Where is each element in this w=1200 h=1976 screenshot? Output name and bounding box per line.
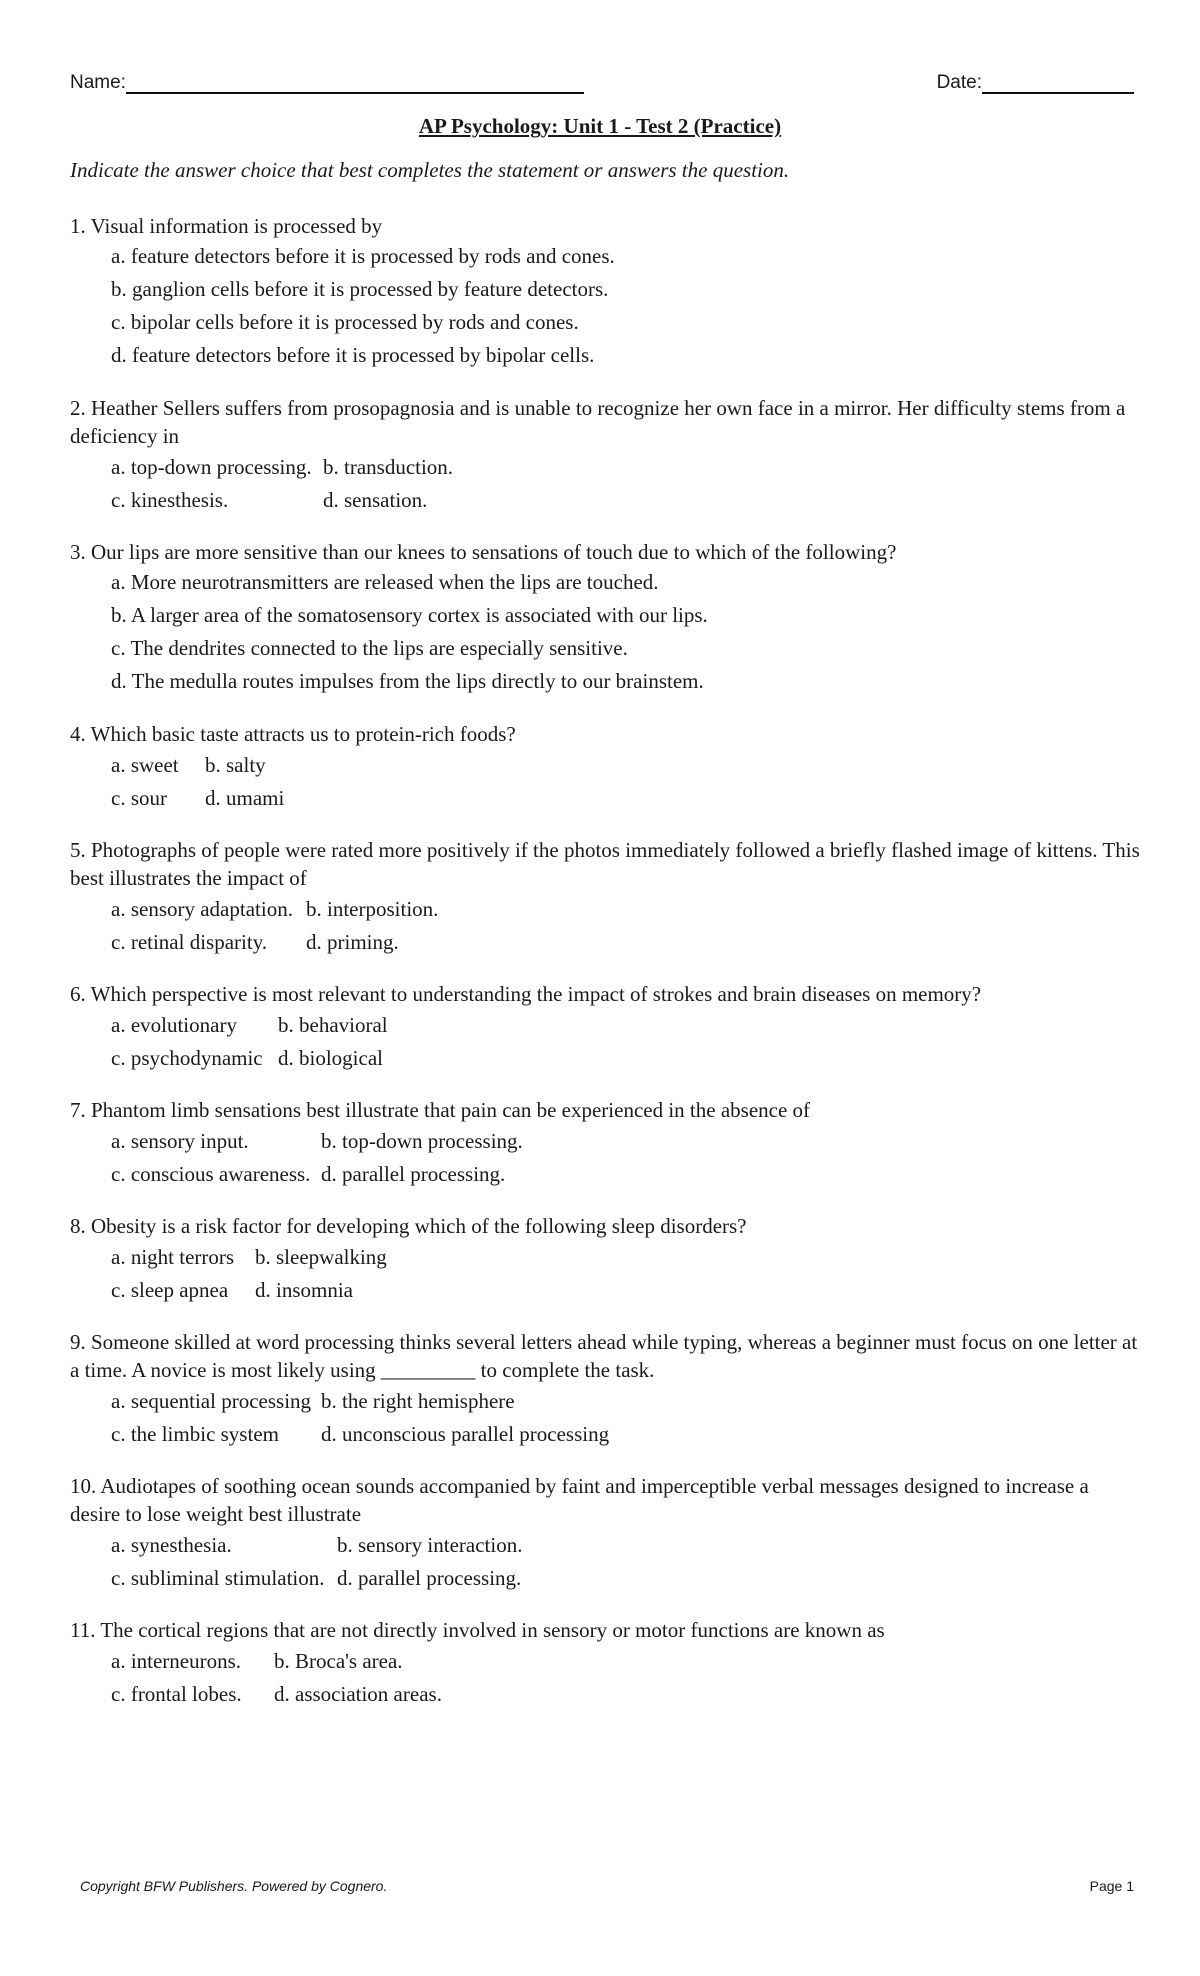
option-d: d. biological [278,1045,383,1070]
question-stem: 4. Which basic taste attracts us to protein-rich foods? [70,722,516,746]
option-c: c. The dendrites connected to the lips are especially sensitive. [111,636,628,660]
option-c: c. sour [111,785,167,810]
answer-options [70,748,1140,814]
question-stem: 10. Audiotapes of soothing ocean sounds accompanied by faint and imperceptible verbal messages designed to increase a desire to lose weight best illustrate [70,1474,1089,1526]
question-7 [70,1096,1140,1190]
answer-options [70,892,1140,958]
option-a: a. More neurotransmitters are released when the lips are touched. [111,570,659,594]
question-10 [70,1472,1140,1594]
option-c: c. frontal lobes. [111,1681,242,1706]
question-list [70,212,1140,1732]
option-b: b. Broca's area. [274,1648,403,1673]
date-field [937,70,1134,94]
question-stem: 11. The cortical regions that are not directly involved in sensory or motor functions are known as [70,1618,885,1642]
answer-options [70,1240,1140,1306]
option-b: b. sleepwalking [255,1244,387,1269]
option-a: a. night terrors [111,1244,235,1269]
option-b: b. behavioral [278,1012,388,1037]
option-c: c. sleep apnea [111,1277,229,1302]
option-a: a. sensory adaptation. [111,896,293,921]
option-a: a. top-down processing. [111,454,312,479]
name-field [70,70,584,94]
question-3 [70,538,1140,698]
page-number: Page 1 [1089,1878,1134,1894]
option-c: c. the limbic system [111,1421,279,1446]
option-c: c. subliminal stimulation. [111,1565,325,1590]
question-stem: 1. Visual information is processed by [70,214,383,238]
question-stem: 9. Someone skilled at word processing thinks several letters ahead while typing, whereas a beginner must focus on one letter at a time. A novice is most likely using _________ to complete the task. [70,1330,1138,1382]
page-title: AP Psychology: Unit 1 - Test 2 (Practice) [418,114,782,138]
option-b: b. A larger area of the somatosensory cortex is associated with our lips. [111,603,708,627]
option-a: a. evolutionary [111,1012,237,1037]
option-d: d. feature detectors before it is processed by bipolar cells. [111,343,595,367]
question-9 [70,1328,1140,1450]
question-5 [70,836,1140,958]
option-d: d. sensation. [323,487,428,512]
option-d: d. umami [205,785,285,810]
option-a: a. sweet [111,752,179,777]
question-stem: 2. Heather Sellers suffers from prosopagnosia and is unable to recognize her own face in a mirror. Her difficulty stems from a deficiency in [70,396,1126,448]
question-2 [70,394,1140,516]
option-d: d. association areas. [274,1681,442,1706]
question-stem: 7. Phantom limb sensations best illustrate that pain can be experienced in the absence of [70,1098,811,1122]
option-c: c. bipolar cells before it is processed by rods and cones. [111,310,579,334]
answer-options [70,566,1140,698]
question-4 [70,720,1140,814]
option-b: b. the right hemisphere [321,1388,515,1413]
option-b: b. ganglion cells before it is processed by feature detectors. [111,277,609,301]
option-d: d. parallel processing. [337,1565,522,1590]
option-a: a. sequential processing [111,1388,312,1413]
option-b: b. interposition. [306,896,439,921]
answer-options [70,1384,1140,1450]
answer-options [70,450,1140,516]
option-c: c. kinesthesis. [111,487,229,512]
option-d: d. parallel processing. [321,1161,506,1186]
question-1 [70,212,1140,372]
option-b: b. transduction. [323,454,454,479]
copyright-notice: Copyright BFW Publishers. Powered by Cognero. [80,1878,388,1894]
option-b: b. top-down processing. [321,1128,523,1153]
option-d: d. unconscious parallel processing [321,1421,610,1446]
option-c: c. retinal disparity. [111,929,268,954]
option-a: a. feature detectors before it is processed by rods and cones. [111,244,615,268]
option-c: c. psychodynamic [111,1045,263,1070]
date-blank-line [982,70,1134,94]
option-d: d. insomnia [255,1277,353,1302]
option-d: d. priming. [306,929,399,954]
question-stem: 8. Obesity is a risk factor for developing which of the following sleep disorders? [70,1214,747,1238]
option-a: a. interneurons. [111,1648,242,1673]
option-b: b. sensory interaction. [337,1532,523,1557]
header-row [70,70,1134,98]
answer-options [70,1124,1140,1190]
answer-options [70,1008,1140,1074]
option-b: b. salty [205,752,266,777]
question-stem: 6. Which perspective is most relevant to understanding the impact of strokes and brain diseases on memory? [70,982,982,1006]
option-a: a. sensory input. [111,1128,249,1153]
question-11 [70,1616,1140,1710]
question-stem: 5. Photographs of people were rated more positively if the photos immediately followed a briefly flashed image of kittens. This best illustrates the impact of [70,838,1140,890]
answer-options [70,1528,1140,1594]
question-6 [70,980,1140,1074]
option-a: a. synesthesia. [111,1532,232,1557]
question-8 [70,1212,1140,1306]
date-label: Date: [936,72,982,93]
question-stem: 3. Our lips are more sensitive than our knees to sensations of touch due to which of the following? [70,540,897,564]
name-label: Name: [70,72,126,93]
option-d: d. The medulla routes impulses from the lips directly to our brainstem. [111,669,704,693]
answer-options [70,240,1140,372]
name-blank-line [126,70,584,94]
option-c: c. conscious awareness. [111,1161,311,1186]
answer-options [70,1644,1140,1710]
instructions: Indicate the answer choice that best completes the statement or answers the question. [70,158,790,182]
